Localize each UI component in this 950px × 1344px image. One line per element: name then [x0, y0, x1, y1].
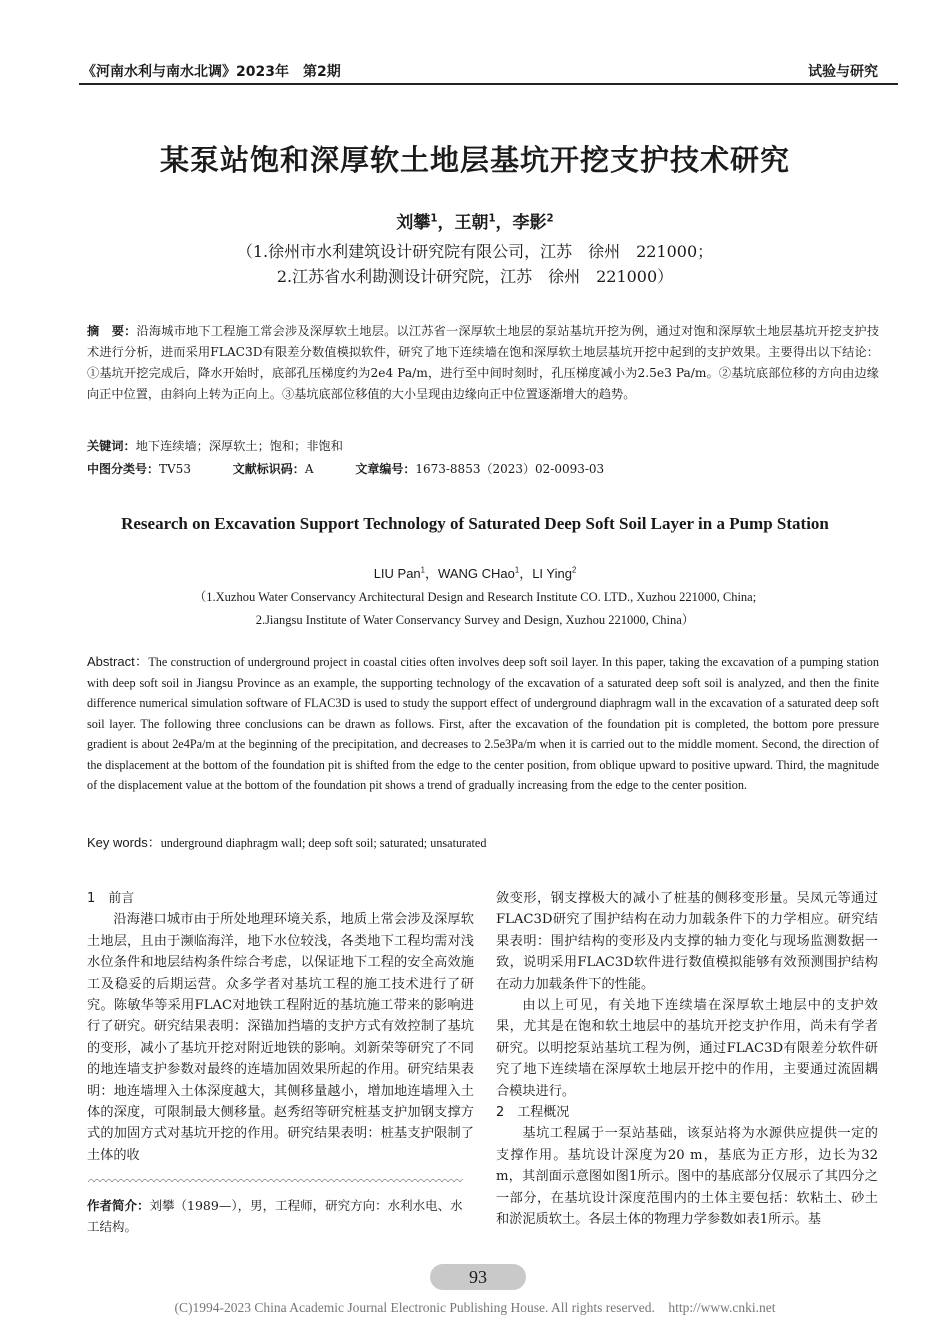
abstract-en-label: Abstract： [87, 654, 149, 669]
intro-continued-paragraph: 敛变形，钢支撑极大的减小了桩基的侧移变形量。吴凤元等通过FLAC3D研究了围护结构在动力加载条件下的力学相应。研究结果表明：围护结构的变形及内支撑的轴力变化与现场监测数据一致，说明采用FLAC3D软件进行数值模拟能够有效预测围护结构在动力加载条件下的性能。 [496, 891, 878, 992]
author-3: 李影 [512, 213, 547, 233]
paper-title: 某泵站饱和深厚软土地层基坑开挖支护技术研究 [159, 143, 790, 177]
copyright-notice: (C)1994-2023 China Academic Journal Electronic Publishing House. All rights reserved. http://www.cnki.net [174, 1300, 776, 1315]
keywords-en-text: underground diaphragm wall; deep soft soil; saturated; unsaturated [160, 836, 487, 850]
english-title: Research on Excavation Support Technology of Saturated Deep Soft Soil Layer in a Pump Station [121, 514, 829, 533]
author-sep: ， [437, 213, 455, 233]
author-1-sup: 1 [430, 213, 438, 225]
classification-meta [87, 460, 604, 477]
summary-paragraph: 由以上可见，有关地下连续墙在深厚软土地层中的支护效果，尤其是在饱和软土地层中的基坑开挖支护作用，尚未有学者研究。以明挖泵站基坑工程为例，通过FLAC3D有限差分软件研究了地下连续墙在深厚软土地层开挖中的作用，主要通过流固耦合模块进行。 [496, 998, 878, 1099]
affiliation-line-2: 2.江苏省水利勘测设计研究院，江苏 徐州 221000） [276, 267, 674, 286]
author-note-text: 刘攀（1989—），男，工程师，研究方向：水利水电、水工结构。 [87, 1198, 463, 1234]
section-label: 试验与研究 [808, 64, 878, 80]
footnote-divider [88, 1176, 463, 1182]
author-sep: ， [495, 213, 513, 233]
clc-label: 中图分类号： [87, 462, 160, 476]
keywords-zh-label: 关键词： [87, 439, 136, 453]
english-affiliation-line-2: 2.Jiangsu Institute of Water Conservancy Survey and Design, Xuzhou 221000, China） [255, 613, 695, 627]
page-number: 93 [430, 1264, 526, 1290]
author-en-2: WANG CHao [438, 566, 515, 581]
abstract-zh-text: 沿海城市地下工程施工常会涉及深厚软土地层。以江苏省一深厚软土地层的泵站基坑开挖为例，通过对饱和深厚软土地层基坑开挖支护技术进行分析，进而采用FLAC3D有限差分数值模拟软件，研究了地下连续墙在饱和深厚软土地层基坑开挖中起到的支护效果。主要得出以下结论：①基坑开挖完成后，降水开始时，底部孔压梯度约为2e4 Pa/m，进行至中间时刻时，孔压梯度减小为2.5e3 Pa/m。②基坑底部位移的方向由边缘向正中位置，由斜向上转为正向上。③基坑底部位移值的大小呈现由边缘向正中位置逐渐增大的趋势。 [87, 324, 880, 401]
article-number-label: 文章编号： [355, 462, 416, 476]
clc-value: TV53 [159, 462, 191, 476]
author-en-3-sup: 2 [571, 565, 577, 575]
author-en-1-sup: 1 [420, 565, 426, 575]
doc-code-label: 文献标识码： [232, 462, 305, 476]
author-en-sep: ， [425, 566, 439, 581]
left-column [87, 888, 474, 1166]
keywords-zh-text: 地下连续墙；深厚软土；饱和；非饱和 [135, 439, 343, 453]
author-en-sep: ， [519, 566, 533, 581]
author-1: 刘攀 [396, 213, 431, 233]
author-en-1: LIU Pan [373, 566, 421, 581]
keywords-en-label: Key words： [87, 835, 161, 850]
intro-paragraph: 沿海港口城市由于所处地理环境关系，地质上常会涉及深厚软土地层，且由于濒临海洋，地下水位较浅，各类地下工程均需对浅水位条件和地层结构条件综合考虑，以保证地下工程的安全高效施工及稳妥的后期运营。众多学者对基坑工程的施工技术进行了研究。陈敏华等采用FLAC对地铁工程附近的基坑施工带来的影响进行了研究。研究结果表明：深锚加挡墙的支护方式有效控制了基坑的变形，减小了基坑开挖对附近地铁的影响。刘新荣等研究了不同的地连墙支护参数对最终的连墙加固效果所起的作用。研究结果表明：地连墙埋入土体深度越大，其侧移量越小，增加地连墙埋入土体的深度，可限制最大侧移量。赵秀绍等研究桩基支护加钢支撑方式的加固方式对基坑开挖的作用。研究结果表明：桩基支护限制了土体的收 [87, 912, 474, 1163]
project-overview-paragraph: 基坑工程属于一泵站基础，该泵站将为水源供应提供一定的支撑作用。基坑设计深度为20 m，基底为正方形，边长为32 m，其剖面示意图如图1所示。图中的基底部分仅展示了其四分之一部分，在基坑设计深度范围内的土体主要包括：软粘土、砂土和淤泥质软土。各层土体的物理力学参数如表1所示。基 [496, 1126, 878, 1228]
keywords-zh [87, 436, 879, 457]
author-note [87, 1195, 474, 1237]
affiliation-line-1: （1.徐州市水利建筑设计研究院有限公司，江苏 徐州 221000； [236, 242, 714, 261]
author-en-3: LI Ying [532, 566, 572, 581]
abstract-en-text: The construction of underground project in coastal cities often involves deep soft soil layer. In this paper, taking the excavation of a pumping station with deep soft soil in Jiangsu Province as an example, the supporting technology of the excavation of a saturated deep soft soil is analyzed, and then the finite difference numerical simulation software of FLAC3D is used to study the support effect of underground diaphragm wall in the excavation of a saturated deep soft soil layer. The following three conclusions can be drawn as follows. First, after the excavation of the foundation pit is completed, the bottom pore pressure gradient is about 2e4Pa/m at the beginning of the precipitation, and decreases to 2.5e3Pa/m when it is carried out to the middle moment. Second, the direction of the displacement at the bottom of the foundation pit is shifted from the edge to the center position, from oblique upward to positive upward. Third, the magnitude of the displacement value at the bottom of the foundation pit shows a trend of gradually increasing from the edge to the center position. [87, 655, 879, 792]
abstract-en [87, 652, 879, 796]
author-2: 王朝 [454, 213, 489, 233]
keywords-en [87, 832, 486, 851]
author-2-sup: 1 [488, 213, 496, 225]
author-note-label: 作者简介： [87, 1198, 150, 1213]
article-number-value: 1673-8853（2023）02-0093-03 [415, 462, 605, 476]
right-column [496, 888, 878, 1231]
author-list [0, 208, 950, 233]
english-author-list [0, 563, 950, 582]
section-heading-2: 2 工程概况 [496, 1105, 570, 1121]
header-rule [79, 83, 898, 85]
doc-code-value: A [304, 462, 314, 476]
abstract-zh [87, 321, 879, 405]
author-3-sup: 2 [546, 213, 554, 225]
english-affiliation-line-1: （1.Xuzhou Water Conservancy Architectural Design and Research Institute CO. LTD., Xuzhou 221000, China; [193, 590, 757, 604]
author-en-2-sup: 1 [514, 565, 520, 575]
section-heading-1: 1 前言 [87, 891, 135, 906]
abstract-zh-label: 摘 要： [87, 324, 137, 338]
journal-header: 《河南水利与南水北调》2023年 第2期 [82, 64, 341, 80]
